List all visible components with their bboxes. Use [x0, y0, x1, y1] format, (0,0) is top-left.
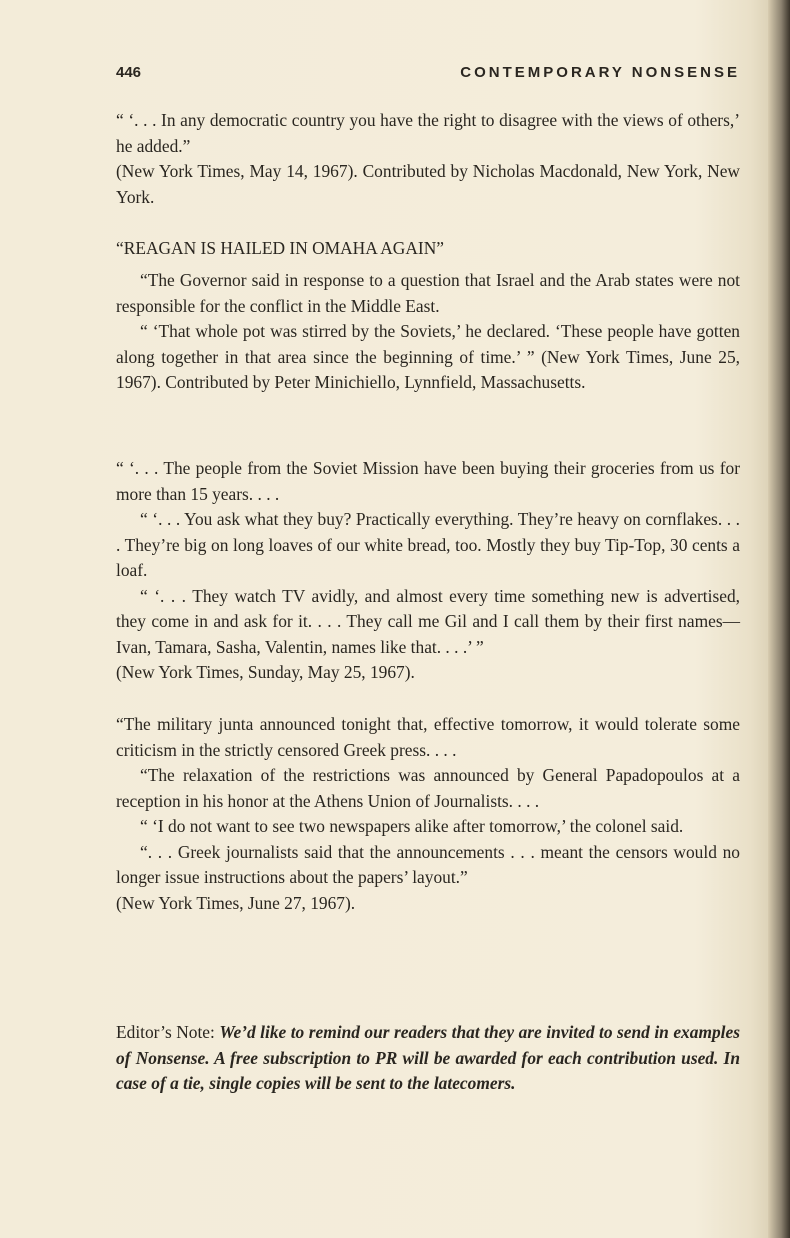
- quote-paragraph: “ ‘That whole pot was stirred by the Soviets,’ he declared. ‘These people have gotten along together in that area since the beginning of time.’ ” (New York Times, June 25, 1967). Contributed by Peter Minichiello, Lynnfield, Massachusetts.: [116, 321, 740, 392]
- quote-paragraph: “The military junta announced tonight that, effective tomorrow, it would tolerate some criticism in the strictly censored Greek press. . . .: [116, 714, 740, 760]
- quote-paragraph: “The Governor said in response to a question that Israel and the Arab states were not responsible for the conflict in the Middle East.: [116, 270, 740, 316]
- source-citation: (New York Times, May 14, 1967). Contributed by Nicholas Macdonald, New York, New York.: [116, 161, 740, 207]
- editors-note-body: We’d like to remind our readers that they are invited to send in examples of Nonsense. A free subscription to PR will be awarded for each contribution used. In case of a tie, single copies will be sent to the latecomers.: [116, 1022, 740, 1093]
- quote-paragraph: “The relaxation of the restrictions was announced by General Papadopoulos at a reception in his honor at the Athens Union of Journalists. . . .: [116, 765, 740, 811]
- item-heading-reagan: “REAGAN IS HAILED IN OMAHA AGAIN”: [116, 238, 444, 258]
- quote-paragraph: “. . . Greek journalists said that the announcements . . . meant the censors would no longer issue instructions about the papers’ layout.”: [116, 841, 740, 887]
- running-header: [116, 64, 740, 86]
- quote-paragraph: “ ‘. . . In any democratic country you have the right to disagree with the views of others,’ he added.”: [116, 110, 740, 156]
- source-citation: (New York Times, June 27, 1967).: [116, 892, 356, 913]
- editors-note-label: Editor’s Note:: [116, 1022, 215, 1042]
- item-greek-junta: [116, 712, 740, 916]
- item-soviet-mission: [116, 456, 740, 686]
- quote-paragraph: “ ‘. . . The people from the Soviet Mission have been buying their groceries from us for more than 15 years. . . .: [116, 458, 740, 504]
- quote-paragraph: “ ‘. . . They watch TV avidly, and almost every time something new is advertised, they come in and ask for it. . . . They call me Gil and I call them by their first names—Ivan, Tamara, Sasha, Valentin, names like that. . . .’ ”: [116, 585, 740, 657]
- quote-paragraph: “ ‘I do not want to see two newspapers alike after tomorrow,’ the colonel said.: [140, 816, 684, 836]
- quote-paragraph: “ ‘. . . You ask what they buy? Practically everything. They’re heavy on cornflakes. . . . They’re big on long loaves of our white bread, too. Mostly they buy Tip-Top, 30 cents a loaf.: [116, 509, 740, 580]
- source-citation: (New York Times, Sunday, May 25, 1967).: [116, 662, 415, 682]
- item-democratic-country: [116, 108, 740, 210]
- page-number: 446: [116, 64, 142, 81]
- page-gutter-shadow: [768, 0, 790, 1238]
- running-head-title: CONTEMPORARY NONSENSE: [460, 64, 740, 81]
- item-reagan: [116, 268, 740, 396]
- editors-note: [116, 1020, 740, 1097]
